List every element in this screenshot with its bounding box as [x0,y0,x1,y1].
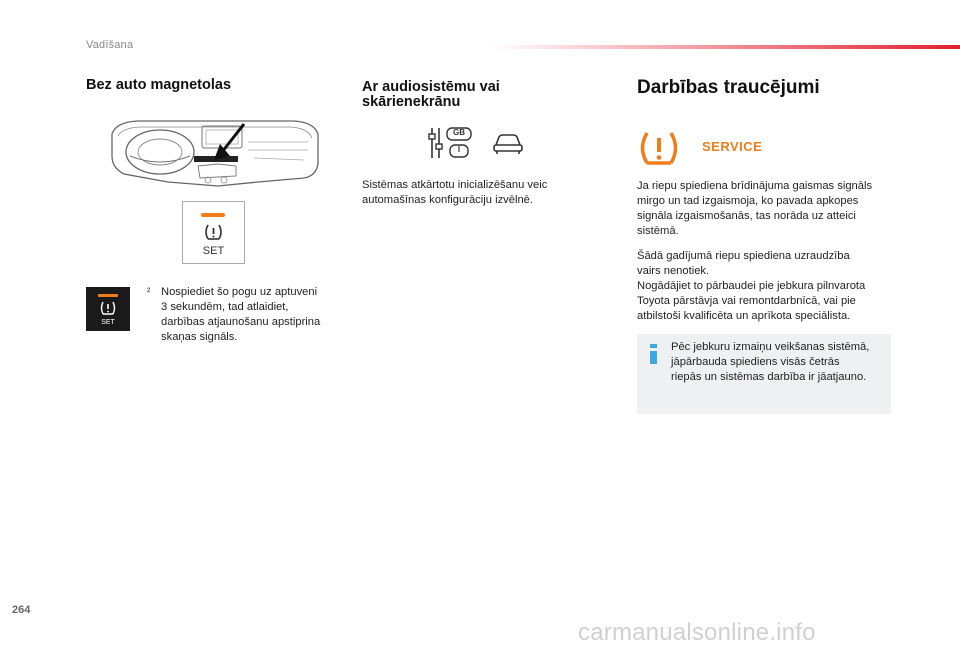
left-instruction: Nospiediet šo pogu uz aptuveni 3 sekundēm, tad atlaidiet, darbības atjaunošanu apstiprina skaņas signāls. [161,286,321,343]
right-column-title: Darbības traucējumi [637,77,820,98]
middle-column-title: Ar audiosistēmu vai skārienekrānu [362,79,500,110]
set-button-label: SET [202,245,225,257]
badge-top-label: GB [453,128,465,137]
left-column-title: Bez auto magnetolas [86,77,232,93]
service-warning-label: SERVICE [702,139,763,154]
bullet-symbol: ² [147,287,151,298]
header-accent-bar [490,45,960,49]
tire-pressure-icon [203,223,224,242]
set-button-closeup [182,201,245,264]
info-text: Pēc jebkuru izmaiņu veikšanas sistēmā, jāpārbauda spiediens visās četrās riepās un sistēmas darbība ir jāatjauno. [671,341,870,383]
tire-pressure-warning-icon [637,130,681,168]
middle-text: Sistēmas atkārtotu inicializēšanu veic automašīnas konfigurāciju izvēlnē. [362,179,548,206]
watermark: carmanualsonline.info [578,619,816,646]
right-paragraph-2: Šādā gadījumā riepu spiediena uzraudzība vairs nenotiek. Nogādājiet to pārbaudei pie jebkura pilnvarota Toyota pārstāvja vai remontdarbnīcā, vai pie atbilstoši kvalificēta un aprīkota speciālista. [637,250,866,322]
dashboard-illustration [108,116,322,192]
thumbnail-led [98,294,118,297]
badge-bottom-label: I [457,145,461,154]
indicator-led [201,213,225,217]
right-paragraph-1: Ja riepu spiediena brīdinājuma gaismas signāls mirgo un tad izgaismoja, ko pavada apkopes signāla izgaismošanās, tas norāda uz atteici sistēmā. [637,180,873,237]
car-icon [492,131,524,155]
thumbnail-label: SET [101,319,115,326]
set-button-thumbnail [86,287,130,331]
tire-pressure-icon [99,300,117,316]
info-icon [648,344,660,364]
page-number: 264 [12,604,31,616]
section-label: Vadīšana [86,39,134,51]
